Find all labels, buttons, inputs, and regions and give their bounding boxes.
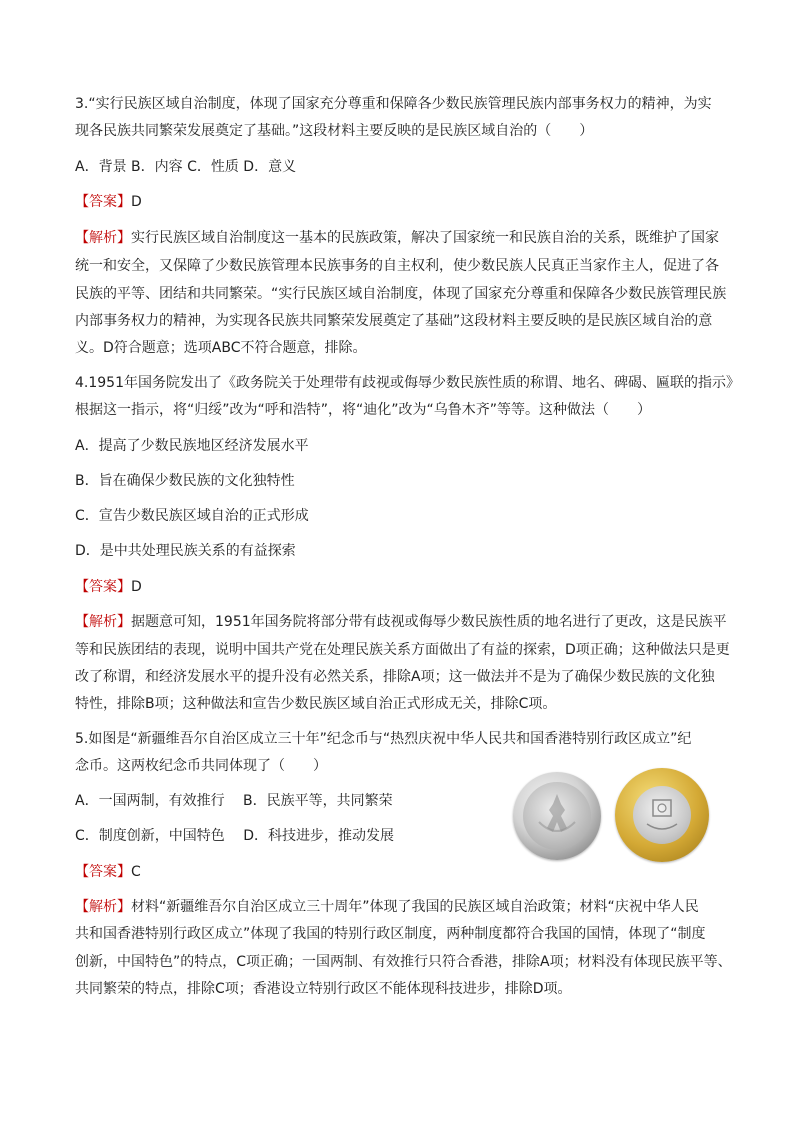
q4-stem-line-1: 4.1951年国务院发出了《政务院关于处理带有歧视或侮辱少数民族性质的称谓、地名、碑碣、匾联的指示》 <box>75 375 740 391</box>
coin-face <box>523 782 591 850</box>
q5-analysis-line-3: 创新，中国特色”的特点，C项正确；一国两制、有效推行只符合香港，排除A项；材料没有体现民族平等、 <box>75 954 732 970</box>
q3-analysis-line-3: 民族的平等、团结和共同繁荣。“实行民族区域自治制度，体现了国家充分尊重和保障各少数民族管理民族 <box>75 286 727 302</box>
hong-kong-commemorative-coin-image <box>615 768 709 862</box>
national-emblem-icon <box>633 786 691 844</box>
answer-tag: 【答案】 <box>75 579 131 595</box>
coin-center <box>633 786 691 844</box>
q3-analysis-line-4: 内部事务权力的精神，为实现各民族共同繁荣发展奠定了基础”这段材料主要反映的是民族区域自治的意 <box>75 313 713 329</box>
q3-analysis-line-1 <box>75 228 719 248</box>
q3-answer <box>75 192 142 212</box>
q5-analysis-line-2: 共和国香港特别行政区成立”体现了我国的特别行政区制度，两种制度都符合我国的国情，体现了“制度 <box>75 926 706 942</box>
analysis-text: 据题意可知，1951年国务院将部分带有歧视或侮辱少数民族性质的地名进行了更改，这是民族平 <box>131 614 727 630</box>
q4-option-b: B．旨在确保少数民族的文化独特性 <box>75 473 295 489</box>
analysis-text: 材料“新疆维吾尔自治区成立三十周年”体现了我国的民族区域自治政策；材料“庆祝中华人民 <box>131 899 699 915</box>
q4-analysis-line-1 <box>75 612 727 632</box>
q4-option-d: D．是中共处理民族关系的有益探索 <box>75 543 296 559</box>
q4-analysis-line-3: 改了称谓，和经济发展水平的提升没有必然关系，排除A项；这一做法并不是为了确保少数民族的文化独 <box>75 669 715 685</box>
q3-analysis-line-2: 统一和安全，又保障了少数民族管理本民族事务的自主权利，使少数民族人民真正当家作主人，促进了各 <box>75 258 719 274</box>
q4-analysis-line-4: 特性，排除B项；这种做法和宣告少数民族区域自治正式形成无关，排除C项。 <box>75 696 557 712</box>
answer-value: D <box>131 579 142 595</box>
q5-analysis-line-1 <box>75 897 699 917</box>
q3-stem-line-1: 3.“实行民族区域自治制度，体现了国家充分尊重和保障各少数民族管理民族内部事务权力的精神，为实 <box>75 96 712 112</box>
analysis-text: 实行民族区域自治制度这一基本的民族政策，解决了国家统一和民族自治的关系，既维护了国家 <box>131 230 719 246</box>
q3-options: A．背景 B．内容 C．性质 D．意义 <box>75 159 297 175</box>
coin-relief-icon <box>523 782 591 850</box>
analysis-tag: 【解析】 <box>75 899 131 915</box>
answer-value: D <box>131 194 142 210</box>
answer-tag: 【答案】 <box>75 864 131 880</box>
q4-stem-line-2: 根据这一指示，将“归绥”改为“呼和浩特”，将“迪化”改为“乌鲁木齐”等等。这种做法（ ） <box>75 402 652 418</box>
q5-answer <box>75 862 141 882</box>
q4-option-a: A．提高了少数民族地区经济发展水平 <box>75 438 309 454</box>
q5-options-line-1: A．一国两制，有效推行 B．民族平等，共同繁荣 <box>75 793 393 809</box>
q5-stem-line-1: 5.如图是“新疆维吾尔自治区成立三十年”纪念币与“热烈庆祝中华人民共和国香港特别行政区成立”纪 <box>75 731 692 747</box>
q3-analysis-line-5: 义。D符合题意；选项ABC不符合题意，排除。 <box>75 340 367 356</box>
answer-tag: 【答案】 <box>75 194 131 210</box>
q5-options-line-2: C．制度创新，中国特色 D．科技进步，推动发展 <box>75 828 395 844</box>
q5-analysis-line-4: 共同繁荣的特点，排除C项；香港设立特别行政区不能体现科技进步，排除D项。 <box>75 981 572 997</box>
q5-stem-line-2: 念币。这两枚纪念币共同体现了（ ） <box>75 758 327 774</box>
q4-option-c: C．宣告少数民族区域自治的正式形成 <box>75 508 309 524</box>
answer-value: C <box>131 864 141 880</box>
q4-analysis-line-2: 等和民族团结的表现，说明中国共产党在处理民族关系方面做出了有益的探索，D项正确；这种做法只是更 <box>75 642 730 658</box>
analysis-tag: 【解析】 <box>75 230 131 246</box>
q4-answer <box>75 577 142 597</box>
xinjiang-commemorative-coin-image <box>513 772 601 860</box>
q3-stem-line-2: 现各民族共同繁荣发展奠定了基础。”这段材料主要反映的是民族区域自治的（ ） <box>75 123 594 139</box>
analysis-tag: 【解析】 <box>75 614 131 630</box>
